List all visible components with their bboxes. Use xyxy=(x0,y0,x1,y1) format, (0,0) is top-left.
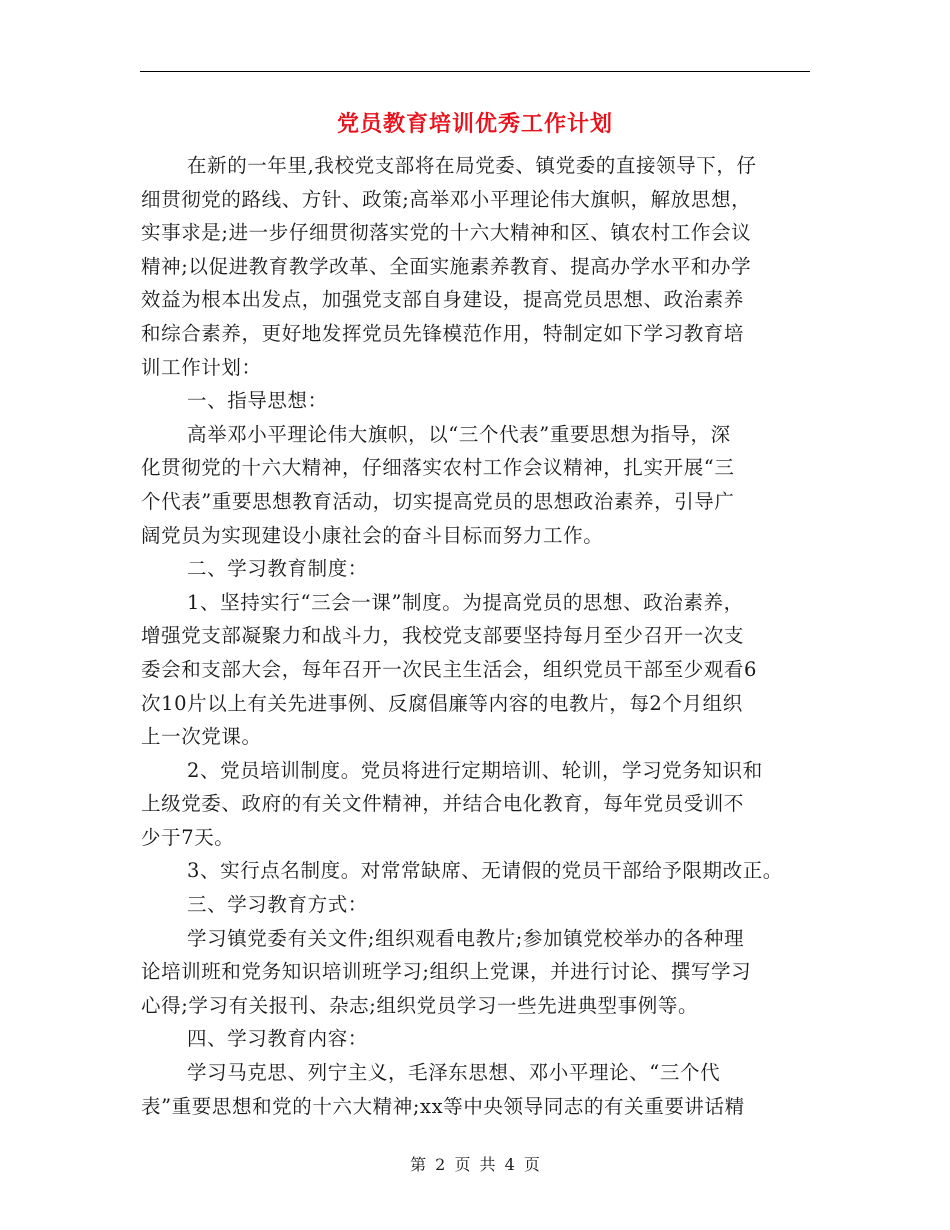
paragraph-line: 心得;学习有关报刊、杂志;组织党员学习一些先进典型事例等。 xyxy=(141,993,699,1017)
paragraph-first-line: 2、党员培训制度。党员将进行定期培训、轮训，学习党务知识和 xyxy=(187,758,763,782)
paragraph-first-line: 学习镇党委有关文件;组织观看电教片;参加镇党校举办的各种理 xyxy=(187,926,745,950)
paragraph-line: 化贯彻党的十六大精神，仔细落实农村工作会议精神，扎实开展“三 xyxy=(141,456,735,480)
paragraph-line: 效益为根本出发点，加强党支部自身建设，提高党员思想、政治素养 xyxy=(141,288,745,312)
paragraph-line: 上级党委、政府的有关文件精神，并结合电化教育，每年党员受训不 xyxy=(141,792,745,816)
document-body xyxy=(141,149,811,1123)
paragraph-line: 委会和支部大会，每年召开一次民主生活会，组织党员干部至少观看6 xyxy=(141,657,758,681)
paragraph-first-line: 在新的一年里,我校党支部将在局党委、镇党委的直接领导下，仔 xyxy=(187,154,757,177)
paragraph-first-line: 三、学习教育方式： xyxy=(187,893,368,917)
paragraph-first-line: 高举邓小平理论伟大旗帜，以“三个代表”重要思想为指导，深 xyxy=(187,422,731,446)
paragraph-line: 和综合素养，更好地发挥党员先锋模范作用，特制定如下学习教育培 xyxy=(141,321,745,345)
paragraph-first-line: 二、学习教育制度： xyxy=(187,557,368,581)
paragraph-line: 细贯彻党的路线、方针、政策;高举邓小平理论伟大旗帜，解放思想， xyxy=(141,187,752,211)
paragraph-line: 上一次党课。 xyxy=(141,725,262,749)
paragraph-first-line: 1、坚持实行“三会一课”制度。为提高党员的思想、政治素养， xyxy=(187,590,744,614)
paragraph-line: 增强党支部凝聚力和战斗力，我校党支部要坚持每月至少召开一次支 xyxy=(141,624,745,648)
paragraph-first-line: 3、实行点名制度。对常常缺席、无请假的党员干部给予限期改正。 xyxy=(187,859,783,883)
paragraph-line: 精神;以促进教育教学改革、全面实施素养教育、提高办学水平和办学 xyxy=(141,254,752,278)
paragraph-line: 阔党员为实现建设小康社会的奋斗目标而努力工作。 xyxy=(141,523,604,547)
paragraph-line: 训工作计划： xyxy=(141,355,262,379)
paragraph-first-line: 学习马克思、列宁主义，毛泽东思想、邓小平理论、“三个代 xyxy=(187,1061,721,1085)
document-title: 党员教育培训优秀工作计划 xyxy=(336,111,613,137)
paragraph-line: 实事求是;进一步仔细贯彻落实党的十六大精神和区、镇农村工作会议 xyxy=(141,221,752,245)
header-rule xyxy=(140,71,810,72)
paragraph-line: 少于7天。 xyxy=(141,825,235,849)
paragraph-line: 表”重要思想和党的十六大精神;xx等中央领导同志的有关重要讲话精 xyxy=(141,1094,745,1118)
page-number-footer: 第 2 页 共 4 页 xyxy=(410,1155,540,1174)
paragraph-line: 个代表”重要思想教育活动，切实提高党员的思想政治素养，引导广 xyxy=(141,489,735,513)
paragraph-line: 次10片以上有关先进事例、反腐倡廉等内容的电教片，每2个月组织 xyxy=(141,691,743,715)
paragraph-first-line: 四、学习教育内容： xyxy=(187,1027,368,1051)
paragraph-line: 论培训班和党务知识培训班学习;组织上党课，并进行讨论、撰写学习 xyxy=(141,960,752,984)
paragraph-first-line: 一、指导思想： xyxy=(187,389,328,413)
